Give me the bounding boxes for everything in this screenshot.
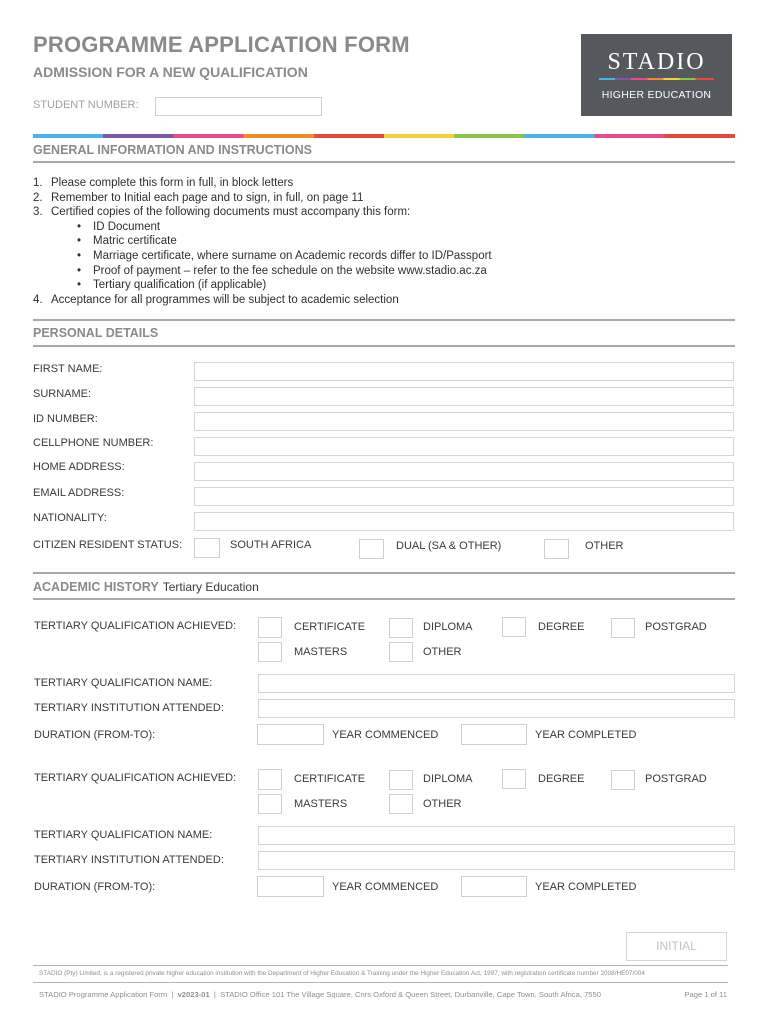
diploma-checkbox[interactable] bbox=[389, 770, 413, 790]
general-info-heading: GENERAL INFORMATION AND INSTRUCTIONS bbox=[33, 143, 312, 157]
postgrad-checkbox[interactable] bbox=[611, 770, 635, 790]
degree-checkbox[interactable] bbox=[502, 769, 526, 789]
year-completed-field[interactable] bbox=[461, 876, 527, 897]
surname-label: SURNAME: bbox=[33, 388, 92, 400]
qualification-name-field[interactable] bbox=[258, 674, 735, 693]
duration-label: DURATION (FROM-TO): bbox=[34, 881, 156, 893]
first-name-field[interactable] bbox=[194, 362, 734, 381]
citizen-other-checkbox[interactable] bbox=[544, 539, 569, 559]
diploma-label: DIPLOMA bbox=[423, 773, 473, 785]
degree-checkbox[interactable] bbox=[502, 617, 526, 637]
document-item: • Marriage certificate, where surname on Academic records differ to ID/Passport bbox=[77, 249, 492, 262]
instruction-item: 4. Acceptance for all programmes will be subject to academic selection bbox=[33, 293, 399, 306]
postgrad-label: POSTGRAD bbox=[645, 773, 707, 785]
institution-attended-label: TERTIARY INSTITUTION ATTENDED: bbox=[34, 854, 224, 866]
certificate-checkbox[interactable] bbox=[258, 617, 282, 638]
year-commenced-field[interactable] bbox=[257, 724, 324, 745]
section-rule bbox=[33, 161, 735, 163]
year-completed-label: YEAR COMPLETED bbox=[535, 881, 637, 893]
other-label: OTHER bbox=[423, 646, 462, 658]
email-address-field[interactable] bbox=[194, 487, 734, 506]
stadio-logo bbox=[581, 34, 732, 116]
qualification-achieved-label: TERTIARY QUALIFICATION ACHIEVED: bbox=[34, 772, 237, 784]
citizen-dual-label: DUAL (SA & OTHER) bbox=[396, 540, 502, 552]
logo-tagline: HIGHER EDUCATION bbox=[601, 89, 712, 101]
qualification-name-field[interactable] bbox=[258, 826, 735, 845]
nationality-field[interactable] bbox=[194, 512, 734, 531]
document-item: • ID Document bbox=[77, 220, 161, 233]
masters-checkbox[interactable] bbox=[258, 642, 282, 662]
other-checkbox[interactable] bbox=[389, 642, 413, 662]
other-checkbox[interactable] bbox=[389, 794, 413, 814]
institution-attended-label: TERTIARY INSTITUTION ATTENDED: bbox=[34, 702, 224, 714]
certificate-label: CERTIFICATE bbox=[294, 621, 366, 633]
document-item: • Tertiary qualification (if applicable) bbox=[77, 279, 267, 292]
section-rule bbox=[33, 572, 735, 574]
year-commenced-label: YEAR COMMENCED bbox=[332, 881, 439, 893]
id-number-label: ID NUMBER: bbox=[33, 413, 98, 425]
institution-attended-field[interactable] bbox=[258, 851, 735, 870]
section-rule bbox=[33, 598, 735, 600]
document-item: • Matric certificate bbox=[77, 235, 177, 248]
page-number: Page 1 of 11 bbox=[684, 990, 727, 999]
surname-field[interactable] bbox=[194, 387, 734, 406]
citizen-sa-checkbox[interactable] bbox=[194, 538, 220, 558]
year-completed-label: YEAR COMPLETED bbox=[535, 729, 637, 741]
qualification-name-label: TERTIARY QUALIFICATION NAME: bbox=[34, 829, 213, 841]
masters-checkbox[interactable] bbox=[258, 794, 282, 814]
diploma-label: DIPLOMA bbox=[423, 621, 473, 633]
masters-label: MASTERS bbox=[294, 646, 348, 658]
institution-attended-field[interactable] bbox=[258, 699, 735, 718]
diploma-checkbox[interactable] bbox=[389, 618, 413, 638]
degree-label: DEGREE bbox=[538, 621, 585, 633]
instruction-item: 1. Please complete this form in full, in block letters bbox=[33, 177, 294, 189]
instruction-item: 2. Remember to Initial each page and to sign, in full, on page 11 bbox=[33, 191, 364, 204]
other-label: OTHER bbox=[423, 798, 462, 810]
document-item: • Proof of payment – refer to the fee schedule on the website www.stadio.ac.za bbox=[77, 264, 487, 277]
postgrad-checkbox[interactable] bbox=[611, 618, 635, 638]
cellphone-label: CELLPHONE NUMBER: bbox=[33, 437, 154, 449]
degree-label: DEGREE bbox=[538, 773, 585, 785]
form-subtitle: ADMISSION FOR A NEW QUALIFICATION bbox=[33, 64, 308, 80]
instruction-item: 3. Certified copies of the following documents must accompany this form: bbox=[33, 206, 411, 219]
citizen-dual-checkbox[interactable] bbox=[359, 539, 384, 559]
qualification-achieved-label: TERTIARY QUALIFICATION ACHIEVED: bbox=[34, 620, 237, 632]
rainbow-divider bbox=[33, 134, 735, 138]
citizen-other-label: OTHER bbox=[585, 540, 624, 552]
year-commenced-field[interactable] bbox=[257, 876, 324, 897]
footer-disclaimer: STADIO (Pty) Limited, is a registered private higher education institution with the Department of Higher Education & Training under the Higher Education Act, 1997, with registration certificate number 2008/HE07/004 bbox=[39, 970, 645, 977]
logo-color-stripe bbox=[599, 78, 714, 80]
cellphone-field[interactable] bbox=[194, 437, 734, 456]
home-address-field[interactable] bbox=[194, 462, 734, 481]
section-rule bbox=[33, 319, 735, 321]
student-number-field[interactable] bbox=[155, 97, 322, 116]
citizen-status-label: CITIZEN RESIDENT STATUS: bbox=[33, 539, 183, 551]
qualification-name-label: TERTIARY QUALIFICATION NAME: bbox=[34, 677, 213, 689]
first-name-label: FIRST NAME: bbox=[33, 363, 103, 375]
masters-label: MASTERS bbox=[294, 798, 348, 810]
certificate-checkbox[interactable] bbox=[258, 769, 282, 790]
certificate-label: CERTIFICATE bbox=[294, 773, 366, 785]
id-number-field[interactable] bbox=[194, 412, 734, 431]
duration-label: DURATION (FROM-TO): bbox=[34, 729, 156, 741]
nationality-label: NATIONALITY: bbox=[33, 512, 107, 524]
home-address-label: HOME ADDRESS: bbox=[33, 461, 125, 473]
form-title: PROGRAMME APPLICATION FORM bbox=[33, 32, 410, 57]
citizen-sa-label: SOUTH AFRICA bbox=[230, 539, 312, 551]
footer-rule bbox=[33, 965, 728, 966]
postgrad-label: POSTGRAD bbox=[645, 621, 707, 633]
initial-box[interactable]: INITIAL bbox=[626, 932, 727, 961]
section-rule bbox=[33, 345, 735, 347]
student-number-label: STUDENT NUMBER: bbox=[33, 99, 139, 111]
academic-history-heading: ACADEMIC HISTORY Tertiary Education bbox=[33, 580, 259, 594]
personal-details-heading: PERSONAL DETAILS bbox=[33, 326, 159, 340]
logo-wordmark: STADIO bbox=[607, 49, 706, 75]
instructions-list bbox=[33, 176, 492, 307]
footer-rule bbox=[33, 982, 728, 983]
footer-meta: STADIO Programme Application Form | v2023-01 | STADIO Office 101 The Village Square, Cnrs Oxford & Queen Street, Durbanville, Cape Town, South Africa, 7550 bbox=[39, 990, 601, 999]
year-completed-field[interactable] bbox=[461, 724, 527, 745]
email-address-label: EMAIL ADDRESS: bbox=[33, 487, 125, 499]
year-commenced-label: YEAR COMMENCED bbox=[332, 729, 439, 741]
